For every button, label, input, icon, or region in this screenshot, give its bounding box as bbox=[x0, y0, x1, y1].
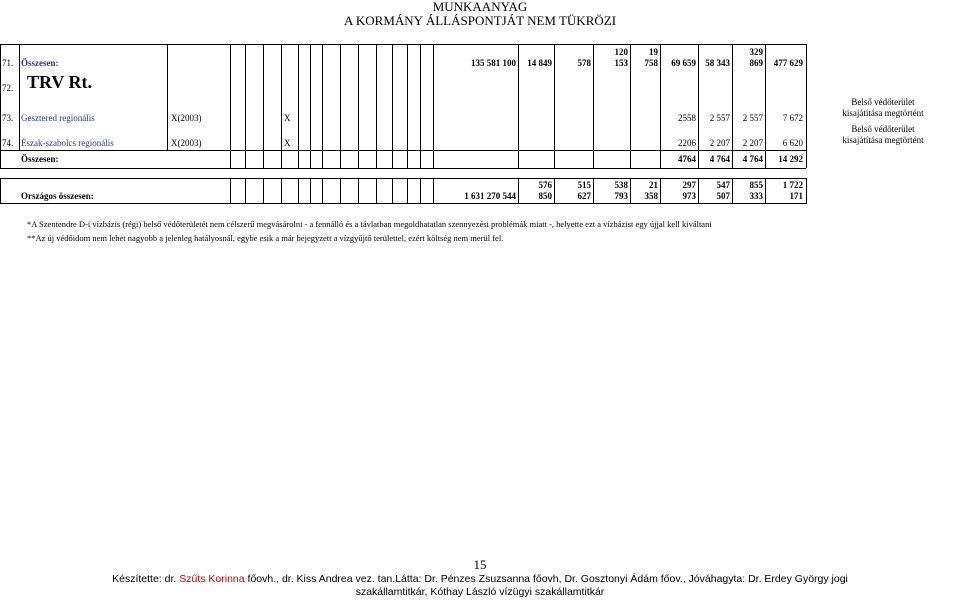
cell-value: 758 bbox=[644, 58, 658, 68]
cell-value: 21 bbox=[649, 180, 658, 190]
cell-value: 297 bbox=[682, 180, 696, 190]
cell-value: 793 bbox=[614, 191, 628, 201]
cell-value: 477 629 bbox=[773, 58, 803, 68]
cell-value: 4764 bbox=[678, 154, 696, 164]
cell-value: 547 bbox=[716, 180, 730, 190]
cell-value: 7 672 bbox=[782, 113, 803, 123]
cell-mark: X bbox=[284, 138, 291, 148]
row-label: Gesztered regionális bbox=[21, 113, 95, 123]
cell-value: 2 207 bbox=[709, 138, 730, 148]
cell-value: 14 849 bbox=[527, 58, 552, 68]
row-label: Összesen: bbox=[21, 58, 59, 68]
footer-credits bbox=[0, 573, 960, 585]
cell-value: 4 764 bbox=[709, 154, 730, 164]
footer-author-highlight: Szűts Korinna bbox=[179, 573, 245, 585]
cell-value: 538 bbox=[614, 180, 628, 190]
cell-value: 1 722 bbox=[782, 180, 803, 190]
footer-credits-line-2: szakállamtitkár, Kóthay László vízügyi szakállamtitkár bbox=[355, 586, 605, 598]
cell-value: 333 bbox=[749, 191, 763, 201]
row-label: Országos összesen: bbox=[21, 191, 94, 201]
cell-value: 58 343 bbox=[705, 58, 730, 68]
cell-value: 171 bbox=[789, 191, 803, 201]
cell-value: 2206 bbox=[678, 138, 696, 148]
cell-value: 973 bbox=[682, 191, 696, 201]
cell-value: 6 620 bbox=[782, 138, 803, 148]
cell-value: 358 bbox=[644, 191, 658, 201]
cell-value: 153 bbox=[614, 58, 628, 68]
cell-value: 855 bbox=[749, 180, 763, 190]
row-note: Belső védőterület bbox=[851, 124, 915, 134]
cell-value: 2 557 bbox=[709, 113, 730, 123]
row-note: kisajátítása megtörtént bbox=[842, 108, 924, 118]
cell-value: 850 bbox=[538, 191, 552, 201]
cell-value: 515 bbox=[577, 180, 591, 190]
cell-value: 869 bbox=[749, 58, 763, 68]
page-number: 15 bbox=[473, 557, 487, 572]
footer-prefix: Készítette: dr. bbox=[112, 573, 180, 585]
row-number: 73. bbox=[2, 113, 14, 123]
cell-value: 627 bbox=[577, 191, 591, 201]
header-line-1: MUNKAANYAG bbox=[432, 0, 528, 14]
cell-value: 2558 bbox=[678, 113, 696, 123]
cell-value: 4 764 bbox=[742, 154, 763, 164]
cell-year: X(2003) bbox=[171, 113, 202, 123]
cell-year: X(2003) bbox=[171, 138, 202, 148]
cell-value: 69 659 bbox=[671, 58, 696, 68]
row-number: 72. bbox=[2, 83, 14, 93]
cell-value: 2 207 bbox=[742, 138, 763, 148]
cell-value: 329 bbox=[749, 47, 763, 57]
row-note: kisajátítása megtörtént bbox=[842, 135, 924, 145]
cell-value: 19 bbox=[649, 47, 658, 57]
row-number: 74. bbox=[2, 138, 14, 148]
cell-value: 2 557 bbox=[742, 113, 763, 123]
cell-value: 578 bbox=[577, 58, 591, 68]
footer-rest: főovh., dr. Kiss Andrea vez. tan.Látta: Dr. Pénzes Zsuzsanna főovh, Dr. Gosztonyi Ádám főov., Jóváhagyta: Dr. Erdey György jogi bbox=[244, 573, 848, 585]
footnote-2: **Az új védőidom nem lehet nagyobb a jelenleg hatályosnál, egybe esik a már bejegyzett a vízgyűjtő területtel, ezért költség nem merül fel. bbox=[27, 233, 504, 243]
cell-value: 14 292 bbox=[778, 154, 803, 164]
footnote-1: *A Szentendre D-i vízbázis (régi) belső védőterületét nem célszerű megvásárolni - a fennálló és a távlatban megoldhatatlan szennyezési problémák miatt -, helyette ezt a vízbázist egy újjal kell kiváltani bbox=[27, 219, 712, 229]
cell-value: 576 bbox=[538, 180, 552, 190]
row-number: 71. bbox=[2, 58, 14, 68]
row-label: Észak-szabolcs regionális bbox=[21, 138, 114, 148]
row-note: Belső védőterület bbox=[851, 97, 915, 107]
cell-value: 120 bbox=[614, 47, 628, 57]
cell-value: 135 581 100 bbox=[471, 58, 516, 68]
cell-value: 507 bbox=[716, 191, 730, 201]
cell-value: 1 631 270 544 bbox=[464, 191, 516, 201]
row-label: Összesen: bbox=[21, 154, 59, 164]
header-line-2: A KORMÁNY ÁLLÁSPONTJÁT NEM TÜKRÖZI bbox=[343, 13, 617, 28]
company-title: TRV Rt. bbox=[27, 72, 93, 92]
cell-mark: X bbox=[284, 113, 291, 123]
